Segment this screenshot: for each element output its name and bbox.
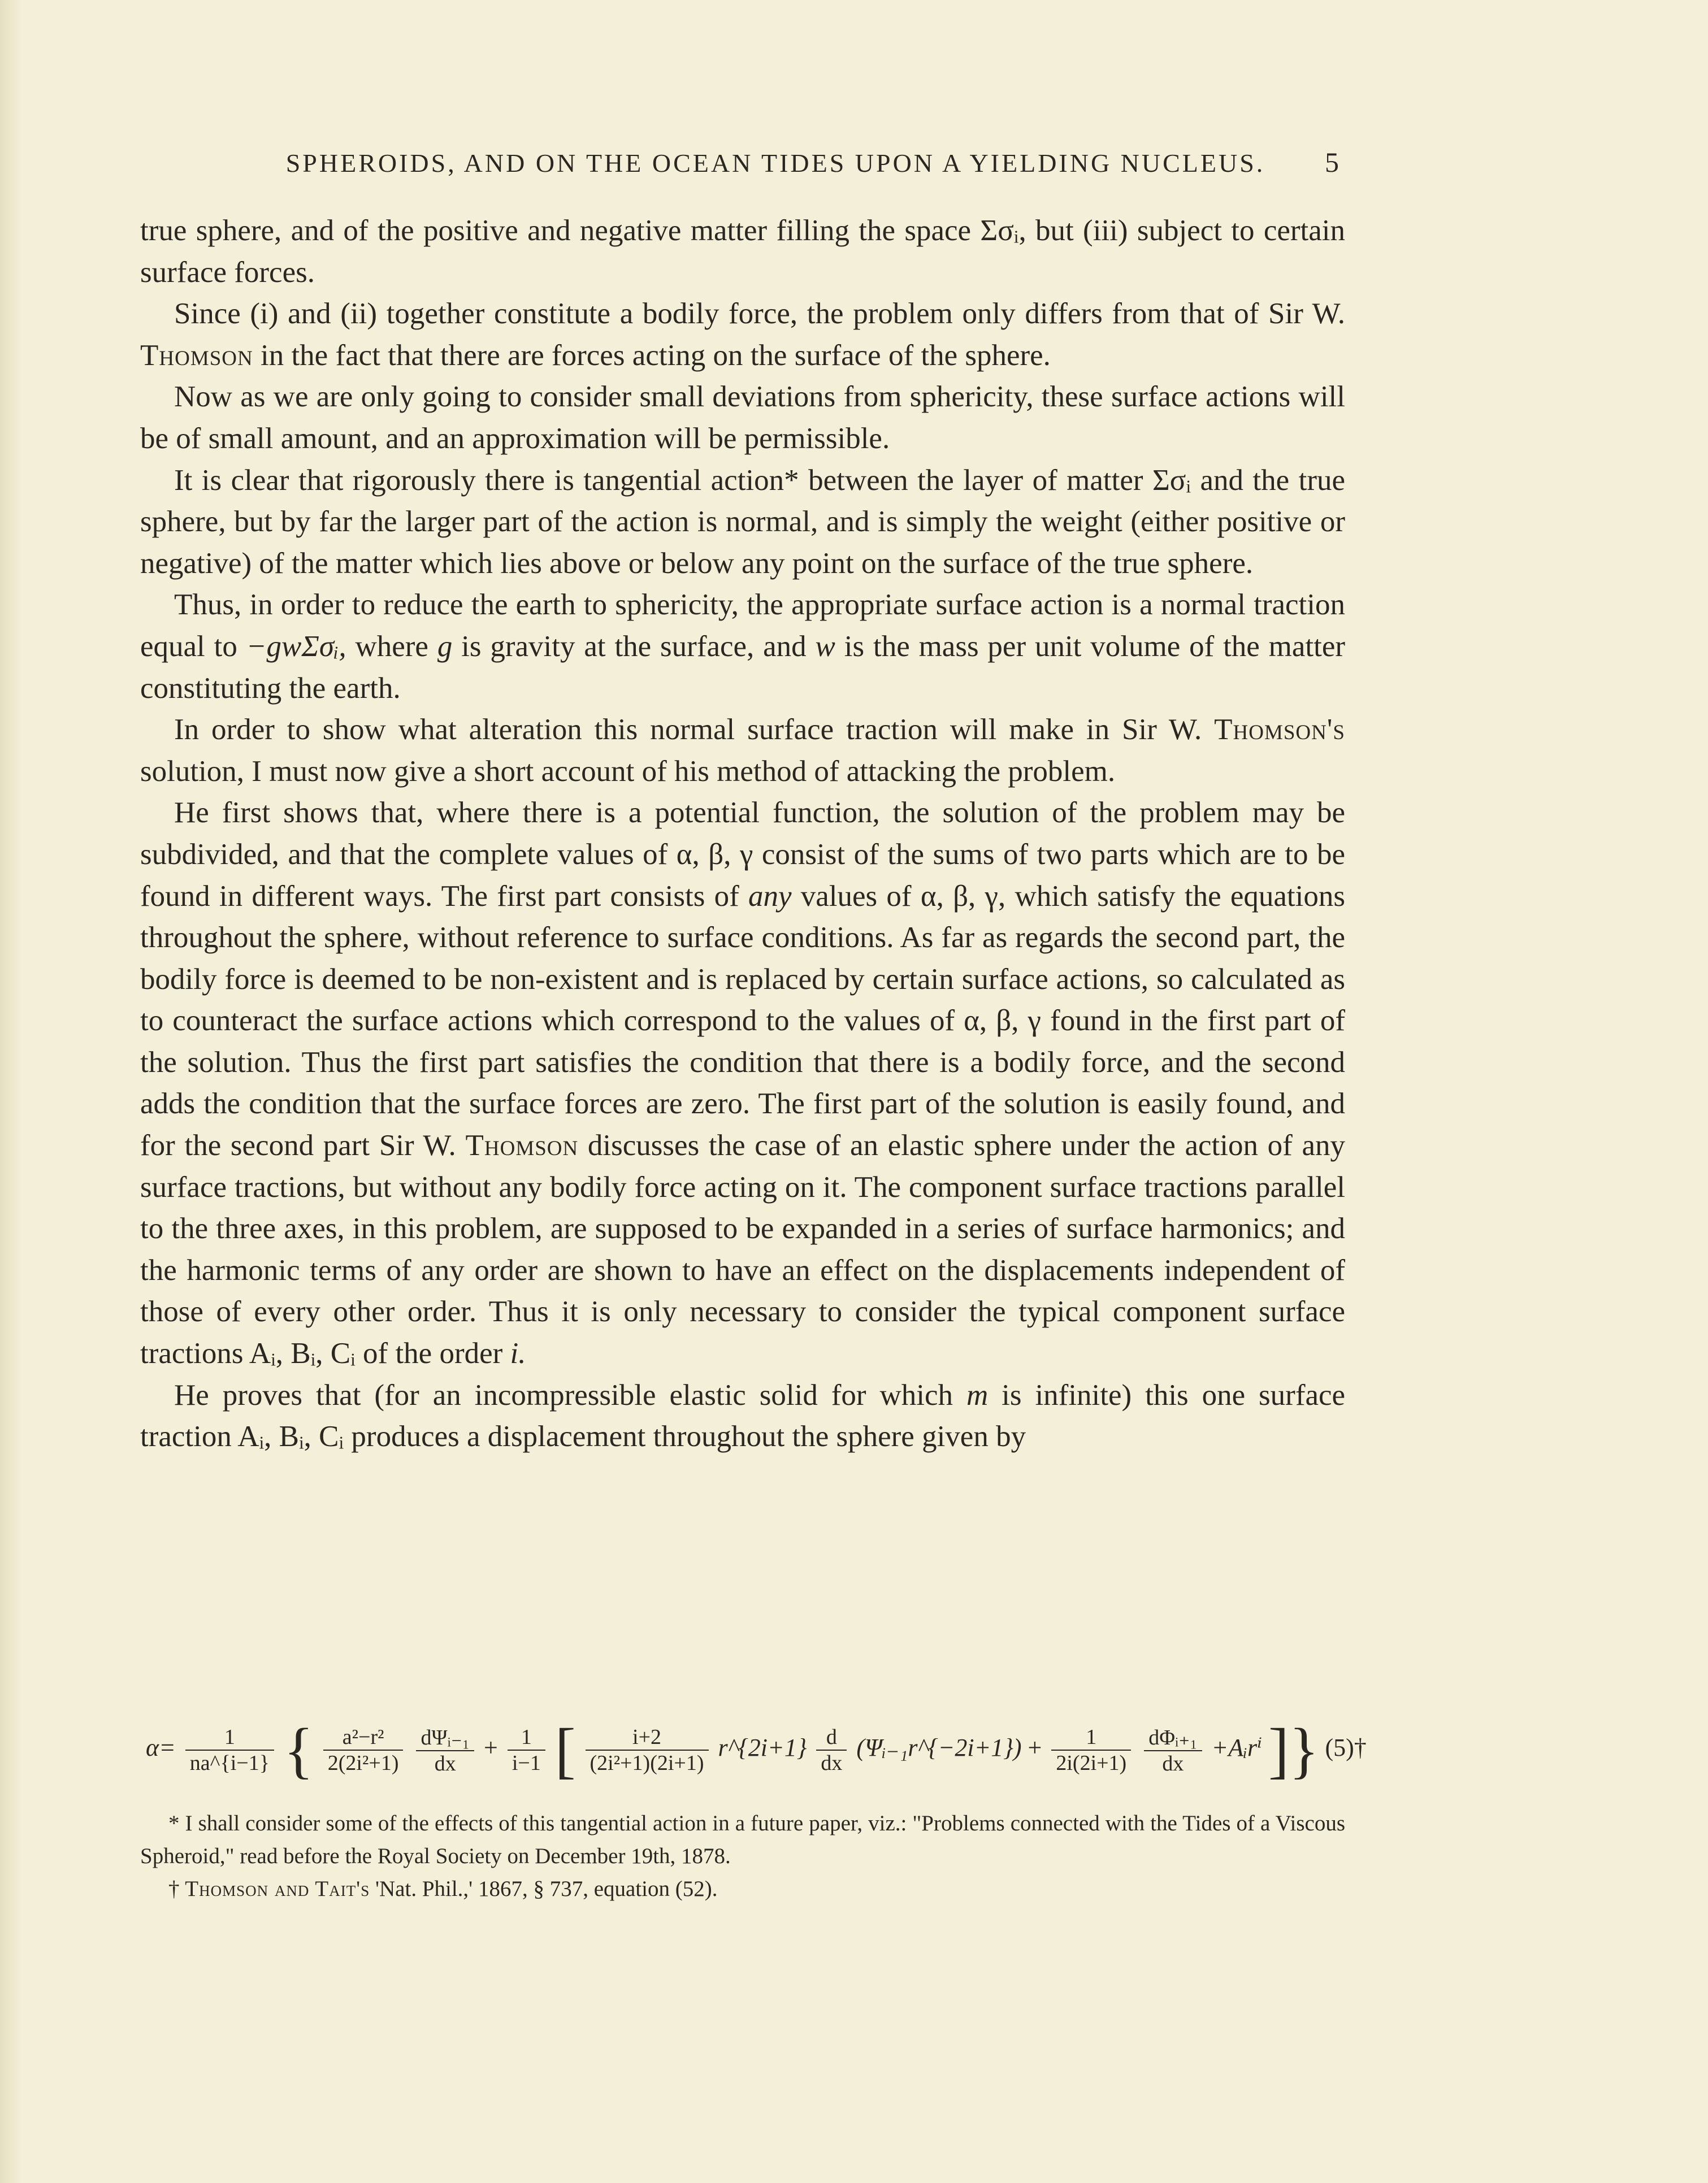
emphasis-any: any (748, 879, 792, 913)
paragraph-8 (140, 1375, 1345, 1458)
paragraph-6-text-b: solution, I must now give a short account of his method of attacking the problem. (140, 754, 1116, 788)
right-bracket: ] (1268, 1716, 1289, 1785)
footnote-author-names: Thomson and Tait's (185, 1877, 370, 1901)
equation-line (146, 1716, 1367, 1785)
dagger-mark: † (168, 1877, 180, 1901)
left-brace: { (283, 1716, 314, 1785)
eq-fraction: $\frac{1}{i-1}$ (508, 1725, 545, 1776)
plus-sign: + (1028, 1734, 1042, 1762)
gravity-symbol: g (437, 630, 453, 663)
paragraph-7-text-c: discusses the case of an elastic sphere under the action of any surface tractions, but without any bodily force acting on it. The component surface tractions parallel to the three axes, in this problem, are supposed to be expanded in a series of surface harmonics; and the harmonic terms of any order are shown to have an effect on the displacements independent of those of every other order. Thus it is only necessary to consider the typical component surface tractions Aᵢ, Bᵢ, Cᵢ of the order (140, 1129, 1346, 1370)
paragraph-7-text-b: values of α, β, γ, which satisfy the equations throughout the sphere, without reference to surface conditions. As far as regards the second part, the bodily force is deemed to be non-existent and is replaced by certain surface actions, so calculated as to counteract the surface actions which correspond to the values of α, β, γ found in the first part of the solution. Thus the first part satisfies the condition that there is a bodily force, and the second adds the condition that the surface forces are zero. The first part of the solution is easily found, and for the second part Sir W. (140, 879, 1345, 1162)
paragraph-5-text-a: Thus, in order to reduce the earth to sphericity, the appropriate surface action is a normal traction equal to (140, 588, 1345, 663)
mass-symbol: w (815, 630, 835, 663)
paragraph-5-text-d: is the mass per unit volume of the matter constituting the earth. (140, 630, 1346, 705)
paragraph-6 (140, 709, 1345, 792)
eq-lhs: α= (146, 1734, 176, 1762)
paragraph-3: Now as we are only going to consider small deviations from sphericity, these surface actions will be of small amount, and an approximation will be permissible. (140, 380, 1345, 455)
footnote-1: * I shall consider some of the effects of this tangential action in a future paper, viz.: "Problems connected with the Tides of a Viscous Spheroid," read before the Royal Society on December 19th, 1878. (140, 1811, 1345, 1868)
footnotes (140, 1807, 1345, 1906)
paragraph-8-text-a: He proves that (for an incompressible elastic solid for which (174, 1378, 953, 1412)
footnote-2 (140, 1873, 1345, 1906)
equation-5 (146, 1690, 1367, 1785)
body-text (140, 210, 1345, 1458)
eq-fraction: $\frac{\text{dΨᵢ₋₁}}{dx}$ (416, 1725, 474, 1776)
paragraph-5 (140, 584, 1345, 709)
paragraph-7-text-a: He first shows that, where there is a potential function, the solution of the problem may be subdivided, and that the complete values of α, β, γ consist of the sums of two parts which are to be found in different ways. The first part consists of (140, 796, 1345, 913)
left-bracket: [ (554, 1716, 576, 1785)
eq-fraction: $\frac{d}{dx}$ (816, 1725, 847, 1776)
paragraph-1: true sphere, and of the positive and negative matter filling the space Σσᵢ, but (iii) subject to certain surface forces. (140, 214, 1345, 289)
eq-fraction: $\frac{1}{2i(2i+1)}$ (1051, 1725, 1131, 1776)
footnote-2-citation: 'Nat. Phil.,' 1867, § 737, equation (52). (375, 1877, 718, 1901)
eq-fraction: $\frac{\text{a²−r²}}{\text{2(2i²+1)}}$ (323, 1725, 404, 1776)
eq-r-power: r^{2i+1} (718, 1734, 807, 1762)
paragraph-4: It is clear that rigorously there is tangential action* between the layer of matter Σσᵢ and the true sphere, but by far the larger part of the action is normal, and is simply the weight (either positive or negative) of the matter which lies above or below any point on the surface of the true sphere. (140, 463, 1345, 580)
paragraph-5-text-c: is gravity at the surface, and (461, 630, 807, 663)
paragraph-2 (140, 293, 1345, 376)
eq-fraction: $\frac{1}{na\^{}\{i-1\}}$ (185, 1725, 274, 1776)
author-name: Thomson (465, 1129, 579, 1162)
gutter-shadow (0, 0, 23, 2183)
order-symbol: i. (510, 1337, 526, 1370)
m-symbol: m (966, 1378, 989, 1412)
paragraph-2-text-a: Since (i) and (ii) together constitute a bodily force, the problem only differs from that of Sir W. (174, 297, 1345, 331)
paragraph-6-text-a: In order to show what alteration this normal surface traction will make in Sir W. (174, 713, 1202, 747)
eq-a-term: +Aᵢrⁱ (1211, 1734, 1263, 1762)
paragraph-7 (140, 792, 1345, 1374)
eq-psi-term: (Ψᵢ₋₁r^{−2i+1}) (856, 1734, 1022, 1762)
eq-fraction: $\frac{\text{dΦᵢ₊₁}}{dx}$ (1144, 1725, 1202, 1776)
paragraph-8-text-b: is infinite) this one surface traction Aᵢ, Bᵢ, Cᵢ produces a displacement throughout the sphere given by (140, 1378, 1346, 1453)
plus-sign: + (484, 1734, 498, 1762)
traction-expression: −gwΣσᵢ, (246, 630, 346, 663)
running-head: SPHEROIDS, AND ON THE OCEAN TIDES UPON A YIELDING NUCLEUS. (285, 149, 1265, 177)
eq-fraction: $\frac{i+2}{\text{(2i²+1)(2i+1)}}$ (586, 1725, 709, 1776)
author-name: Thomson (140, 338, 253, 372)
author-name: Thomson's (1214, 713, 1345, 747)
paragraph-5-text-b: where (355, 630, 428, 663)
paragraph-2-text-b: in the fact that there are forces acting on the surface of the sphere. (260, 338, 1051, 372)
equation-label: (5)† (1325, 1734, 1367, 1762)
right-brace: } (1289, 1716, 1319, 1785)
page-number: 5 (1325, 146, 1339, 178)
